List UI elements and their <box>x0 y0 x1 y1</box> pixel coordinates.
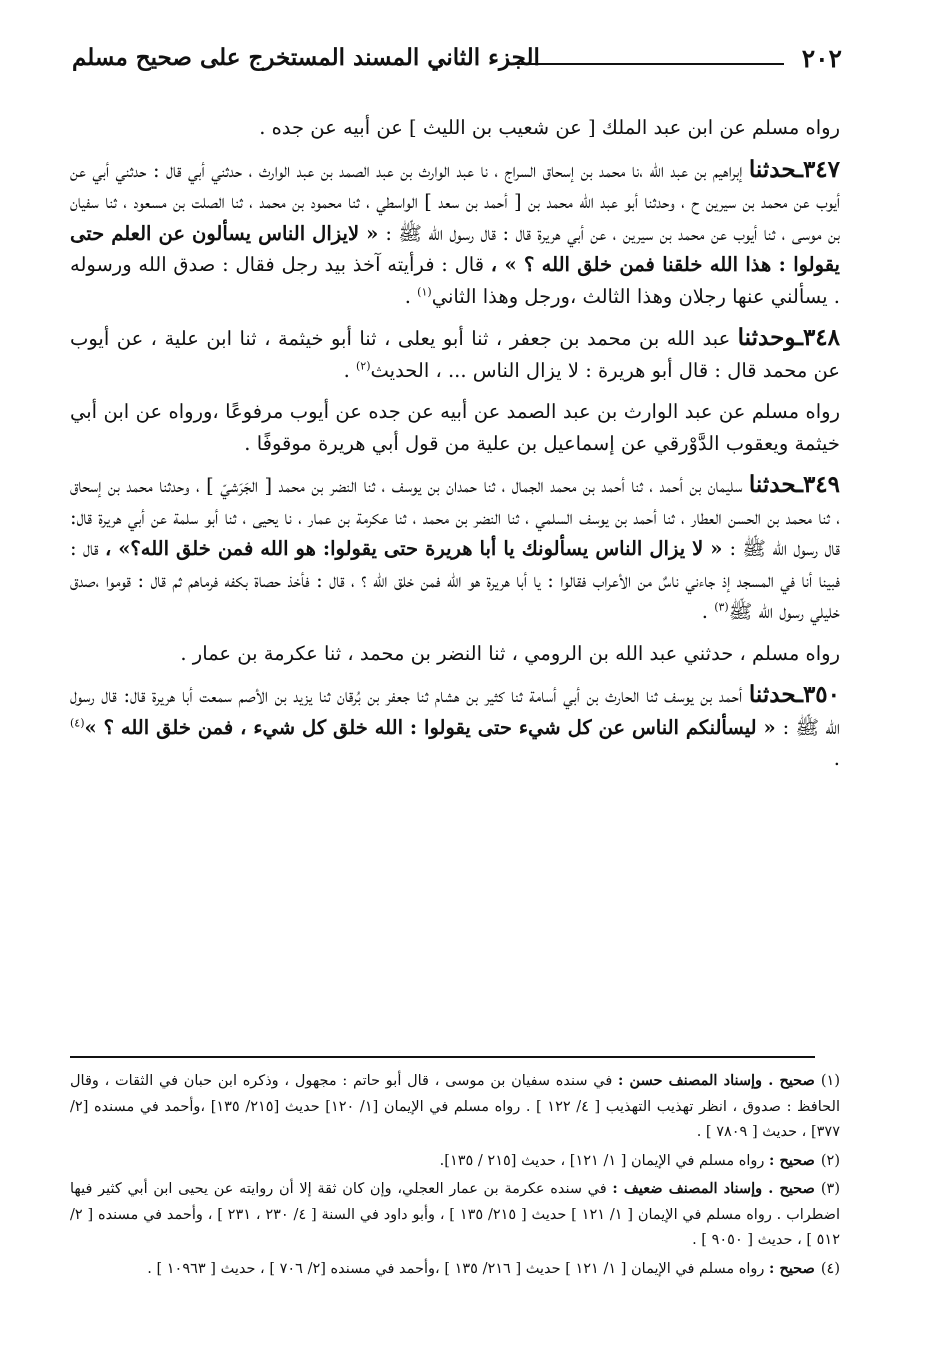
hadith-number: ٣٤٨ <box>802 324 840 351</box>
hadith-350 <box>70 679 840 775</box>
hadith-number: ٣٥٠ <box>802 681 840 708</box>
footnote-ref: (٤) <box>70 716 85 729</box>
footnote-grade: صحيح . وإسناد المصنف حسن : <box>618 1072 815 1089</box>
footnote-text: في سنده عكرمة بن عمار العجلي، وإن كان ثقة إلا أن روايته عن يحيى ابن أبي كثير فيها اضطراب . رواه مسلم في الإيمان [ ١/ ١٢١ ] حديث [ ٢١٥/ ١٣٥ ] ، وأبو داود في السنة [ ٤/ ٢٣٠ ، ٢٣١ ] ، وأحمد في مسنده [ ٢/ ٥١٢ ] ، حديث [ ٩٠٥٠ ] . <box>70 1181 840 1248</box>
footnote-divider <box>70 1056 815 1058</box>
footnote-number: (٢) <box>820 1152 840 1169</box>
footnote-2 <box>70 1148 840 1175</box>
hadith-dash: ـو <box>784 324 803 351</box>
footnote-ref: (١) <box>417 285 432 298</box>
hadith-matn: « لايزال الناس يسألون عن العلم حتى يقولوا : هذا الله خلقنا فمن خلق الله ؟ » ، <box>70 221 840 276</box>
hadith-matn: « لا يزال الناس يسألونك يا أبا هريرة حتى يقولوا: هو الله فمن خلق الله؟» ، <box>104 537 730 560</box>
footnote-grade: صحيح : <box>769 1259 815 1277</box>
narration-note: رواه مسلم عن ابن عبد الملك [ عن شعيب بن الليث ] عن أبيه عن جده . <box>259 116 840 139</box>
hadith-349 <box>70 469 840 628</box>
hadith-dash: ـ <box>796 155 803 183</box>
header-rule <box>516 63 784 65</box>
footnote-text: رواه مسلم في الإيمان [ ١/ ١٢١] ، حديث [٢١٥ / ١٣٥]. <box>439 1152 770 1169</box>
hadith-348 <box>70 322 840 386</box>
main-text <box>70 112 840 775</box>
isnad-text: أحمد بن يوسف ثنا الحارث بن أبي أسامة ثنا كثير بن هشام ثنا جعفر بن بُرقان ثنا يزيد بن الأصم سمعت أبا هريرة قال: قال رسول الله ﷺ : <box>70 684 841 739</box>
hadith-continuation: قال : فرأيته آخذ بيد رجل فقال : صدق الله ورسوله . يسألني عنها رجلان وهذا الثالث ،ورجل وهذا الثاني <box>70 253 840 308</box>
haddathana-keyword: حدثنا <box>748 471 797 498</box>
hadith-347 <box>70 154 840 313</box>
footnote-text: في سنده سفيان بن موسى ، قال أبو حاتم : مجهول ، وذكره ابن حبان في الثقات ، وقال الحافظ : صدوق ، انظر تهذيب التهذيب [ ٤/ ١٢٢ ] . رواه مسلم في الإيمان [١/ ١٢٠] حديث [٢١٥/ ١٣٥] ،وأحمد في مسنده [٢/ ٣٧٧] ، حديث [ ٧٨٠٩ ] . <box>70 1073 840 1140</box>
hadith-continuation: قال : فبينا أنا في المسجد إذ جاءني ناسٌ من الأعراب فقالوا : يا أبا هريرة هو الله فمن خلق الله ؟ ، قال : فأخذ حصاة بكفه فرماهم ثم قال : قوموا ،صدق خليلي رسول الله ﷺ <box>70 537 840 623</box>
footnote-ref: (٣) <box>714 600 729 614</box>
footnote-4 <box>70 1256 840 1283</box>
footnote-ref: (٢) <box>355 359 371 372</box>
hadith-end: . <box>833 747 840 770</box>
page-number: ٢٠٢ <box>801 44 842 73</box>
hadith-matn: « ليسألنكم الناس عن كل شيء حتى يقولوا : الله خلق كل شيء ، فمن خلق الله ؟ » <box>84 715 783 739</box>
isnad-text: إبراهيم بن عبد الله ،نا محمد بن إسحاق السراج ، نا عبد الوارث بن عبد الصمد بن عبد الوارث ، حدثني أبي قال : حدثني أبي عن أيوب عن محمد بن سيرين ح ، وحدثنا أبو عبد الله محمد بن [ أحمد بن سعد ] الواسطي ، ثنا محمود بن محمد ، ثنا الصلت بن مسعود ، ثنا سفيان بن موسى ، ثنا أيوب عن محمد بن سيرين ، عن أبي هريرة قال : قال رسول الله ﷺ : <box>70 158 841 245</box>
footnote-number: (٤) <box>820 1260 840 1277</box>
footnote-number: (١) <box>820 1073 840 1089</box>
hadith-dash: ـ <box>796 681 803 708</box>
footnote-1 <box>70 1068 840 1146</box>
footnotes <box>70 1068 840 1284</box>
isnad-text: سليمان بن أحمد ، ثنا أحمد بن محمد الجمال ، ثنا حمدان بن يوسف ، ثنا النضر بن محمد [ الجَرَشيّ ] ، وحدثنا محمد بن إسحاق ، ثنا محمد بن الحسن العطار ، ثنا أحمد بن يوسف السلمي ، ثنا النضر بن محمد ، ثنا عكرمة بن عمار ، نا يحيى ، ثنا أبو سلمة عن أبي هريرة قال: قال رسول الله ﷺ : <box>70 474 841 560</box>
hadith-number: ٣٤٩ <box>802 471 840 498</box>
hadith-dash: ـ <box>796 471 803 498</box>
footnote-grade: صحيح . وإسناد المصنف ضعيف : <box>612 1180 815 1197</box>
hadith-number: ٣٤٧ <box>802 155 840 183</box>
hadith-end: . <box>701 600 715 623</box>
hadith-end: . <box>343 358 356 382</box>
narration-note: رواه مسلم ، حدثني عبد الله بن الرومي ، ثنا النضر بن محمد ، ثنا عكرمة بن عمار . <box>180 641 840 665</box>
haddathana-keyword: حدثنا <box>737 324 785 351</box>
isnad-text: عبد الله بن محمد بن جعفر ، ثنا أبو يعلى ، ثنا أبو خيثمة ، ثنا ابن علية ، عن أيوب عن محمد قال : قال أبو هريرة : لا يزال الناس ... ، الحديث <box>70 327 840 382</box>
footnote-text: رواه مسلم في الإيمان [ ١/ ١٢١ ] حديث [ ٢١٦/ ١٣٥ ] ،وأحمد في مسنده [٢/ ٧٠٦ ] ، حديث [ ١٠٩٦٣ ] . <box>147 1260 770 1277</box>
haddathana-keyword: حدثنا <box>748 681 797 708</box>
footnote-3 <box>70 1176 840 1254</box>
footnote-grade: صحيح : <box>769 1151 815 1169</box>
running-title: الجزء الثاني المسند المستخرج على صحيح مسلم <box>72 44 540 71</box>
hadith-end: . <box>404 284 418 308</box>
narration-note: رواه مسلم عن عبد الوارث بن عبد الصمد عن أبيه عن جده عن أيوب مرفوعًا ،ورواه عن ابن أبي خيثمة ويعقوب الدَّوْرقي عن إسماعيل بن علية من قول أبي هريرة موقوفًا . <box>70 400 840 455</box>
page-header <box>72 38 842 82</box>
haddathana-keyword: حدثنا <box>748 155 797 183</box>
footnote-number: (٣) <box>820 1181 840 1197</box>
